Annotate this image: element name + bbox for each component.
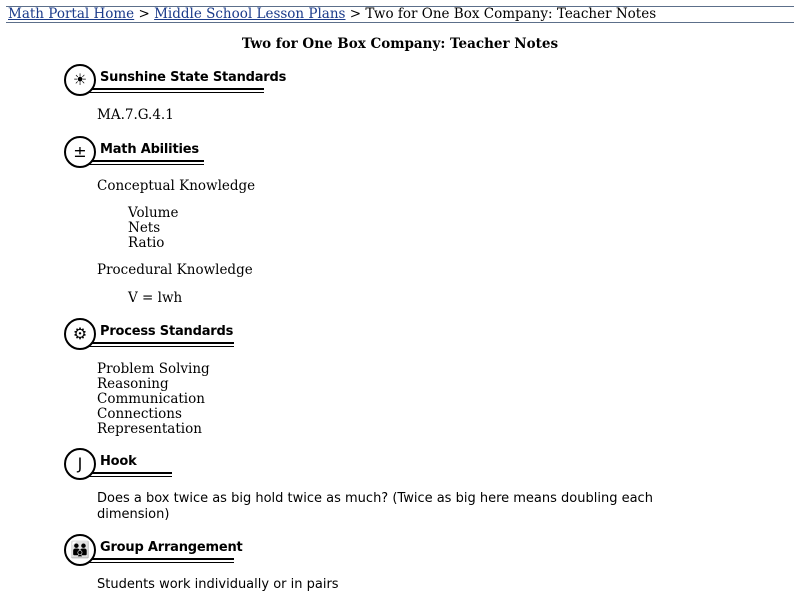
breadcrumb-link-lesson-plans[interactable]: Middle School Lesson Plans <box>154 6 346 22</box>
group-text: Students work individually or in pairs <box>97 577 339 592</box>
list-item: Nets <box>128 220 161 236</box>
breadcrumb-bottom-rule <box>6 22 794 23</box>
conceptual-knowledge-label: Conceptual Knowledge <box>97 178 256 194</box>
procedural-knowledge-label: Procedural Knowledge <box>97 262 253 278</box>
hook-text: Does a box twice as big hold twice as much? (Twice as big here means doubling each dimension) <box>97 491 653 522</box>
breadcrumb-trail <box>8 6 656 22</box>
list-item: Communication <box>97 391 205 407</box>
section-header-group <box>64 534 244 566</box>
breadcrumb-separator: > <box>134 6 155 22</box>
section-title-process: Process Standards <box>100 324 234 339</box>
list-item: Problem Solving <box>97 361 210 377</box>
section-header-hook <box>64 448 184 480</box>
breadcrumb-separator: > <box>345 6 366 22</box>
list-item: Reasoning <box>97 376 169 392</box>
section-title-hook: Hook <box>100 454 137 469</box>
hook-icon: J <box>64 448 96 480</box>
section-underline <box>84 562 234 563</box>
section-underline <box>84 160 204 162</box>
math-operators-icon: ± <box>64 136 96 168</box>
section-underline <box>84 342 234 344</box>
section-header-abilities <box>64 136 204 168</box>
list-item: Representation <box>97 421 202 437</box>
section-header-standards <box>64 64 287 96</box>
list-item: Volume <box>128 205 179 221</box>
section-underline <box>84 92 264 93</box>
breadcrumb-link-home[interactable]: Math Portal Home <box>8 6 135 22</box>
formula-item: V = lwh <box>128 290 183 306</box>
sun-icon: ☀ <box>64 64 96 96</box>
process-gear-icon: ⚙ <box>64 318 96 350</box>
section-underline <box>84 476 172 477</box>
section-title-standards: Sunshine State Standards <box>100 70 287 85</box>
section-underline <box>84 558 234 560</box>
section-underline <box>84 346 234 347</box>
section-header-process <box>64 318 234 350</box>
group-people-icon: 👪 <box>64 534 96 566</box>
section-title-abilities: Math Abilities <box>100 142 199 157</box>
section-underline <box>84 164 204 165</box>
page-title: Two for One Box Company: Teacher Notes <box>241 36 559 52</box>
section-underline <box>84 88 264 90</box>
breadcrumb-current: Two for One Box Company: Teacher Notes <box>365 6 657 22</box>
section-underline <box>84 472 172 474</box>
breadcrumb <box>0 0 800 26</box>
standard-code: MA.7.G.4.1 <box>97 107 174 123</box>
list-item: Ratio <box>128 235 165 251</box>
section-title-group: Group Arrangement <box>100 540 243 555</box>
list-item: Connections <box>97 406 182 422</box>
